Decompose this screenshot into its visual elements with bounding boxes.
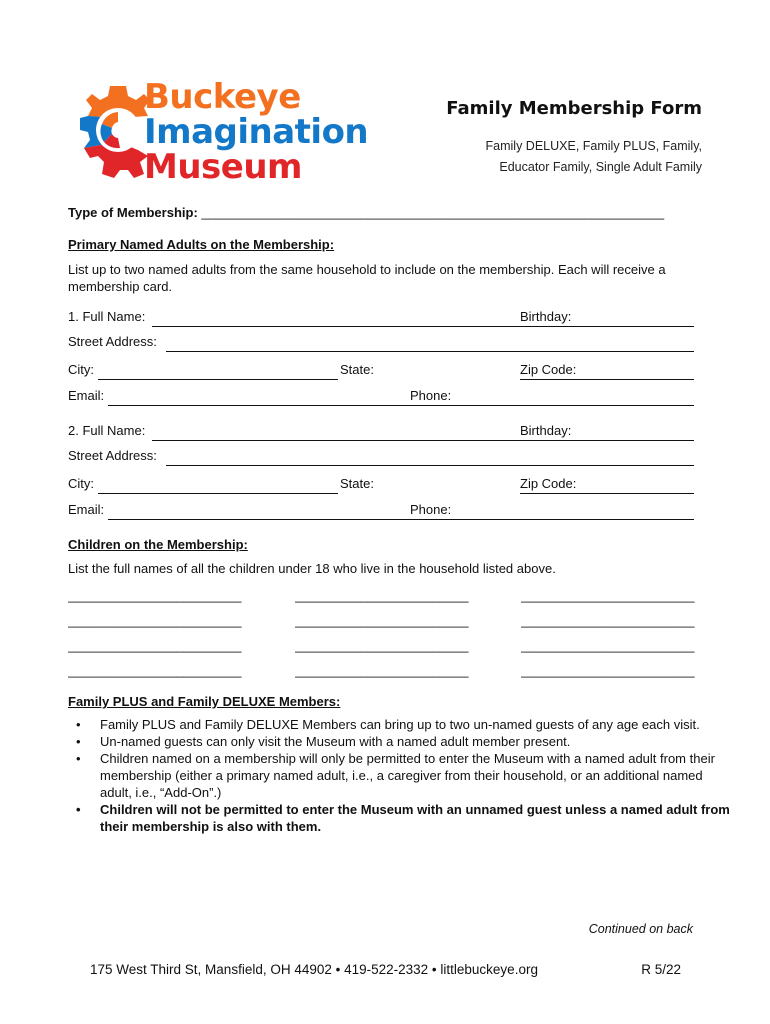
subtitle-line-1: Family DELUXE, Family PLUS, Family, <box>485 139 702 153</box>
adult-2-zip-field[interactable] <box>520 493 694 494</box>
adult-2-city-label: City: <box>68 476 94 491</box>
adult-2-state-label: State: <box>340 476 374 491</box>
membership-type-blank[interactable]: ________________________________________________________________ <box>201 205 665 220</box>
adult-1-street-row <box>68 334 698 352</box>
plus-deluxe-rules <box>68 716 732 835</box>
adult-1-email-field[interactable] <box>108 405 694 406</box>
child-name-field[interactable]: ________________________ <box>295 613 469 628</box>
adult-2-street-row <box>68 448 698 466</box>
adult-2-birthday-label: Birthday: <box>520 423 572 438</box>
adult-1-city-field[interactable] <box>98 379 338 380</box>
primary-adults-intro: List up to two named adults from the same household to include on the membership. Each will receive a membership card. <box>68 262 666 294</box>
membership-type-field[interactable] <box>68 205 698 220</box>
child-name-field[interactable]: ________________________ <box>295 663 469 678</box>
children-heading: Children on the Membership: <box>68 537 248 552</box>
adult-1-name-label: 1. Full Name: <box>68 309 146 324</box>
adult-1-birthday-label: Birthday: <box>520 309 572 324</box>
continued-note: Continued on back <box>588 922 693 936</box>
adult-2-name-label: 2. Full Name: <box>68 423 146 438</box>
child-name-field[interactable]: ________________________ <box>68 588 242 603</box>
logo-line-buckeye: Buckeye <box>144 77 301 117</box>
adult-1-birthday-field[interactable] <box>520 326 694 327</box>
logo-line-museum: Museum <box>144 147 302 187</box>
child-name-field[interactable]: ________________________ <box>68 613 242 628</box>
rule-item-emphasis: • Children will not be permitted to enter the Museum with an unnamed guest unless a named adult from their membership is also with them. <box>100 801 732 835</box>
adult-2-city-field[interactable] <box>98 493 338 494</box>
adult-2-birthday-field[interactable] <box>520 440 694 441</box>
adult-2-name-row <box>68 423 698 441</box>
adult-1-name-field[interactable] <box>152 326 520 327</box>
adult-1-zip-field[interactable] <box>520 379 694 380</box>
rule-item: • Family PLUS and Family DELUXE Members can bring up to two un-named guests of any age each visit. <box>100 716 732 733</box>
revision-label: R 5/22 <box>641 962 681 977</box>
logo-line-imagination: Imagination <box>144 112 369 152</box>
subtitle-line-2: Educator Family, Single Adult Family <box>499 160 702 174</box>
adult-1-state-label: State: <box>340 362 374 377</box>
museum-logo <box>78 78 378 193</box>
child-name-field[interactable]: ________________________ <box>521 663 695 678</box>
adult-1-email-row <box>68 388 698 406</box>
adult-1-city-row <box>68 362 698 380</box>
adult-2-email-label: Email: <box>68 502 105 517</box>
primary-adults-heading: Primary Named Adults on the Membership: <box>68 237 335 252</box>
adult-1-zip-label: Zip Code: <box>520 362 577 377</box>
child-name-field[interactable]: ________________________ <box>295 588 469 603</box>
child-name-field[interactable]: ________________________ <box>68 663 242 678</box>
adult-2-city-row <box>68 476 698 494</box>
adult-2-email-field[interactable] <box>108 519 694 520</box>
child-name-field[interactable]: ________________________ <box>521 613 695 628</box>
form-title: Family Membership Form <box>446 98 702 119</box>
adult-2-email-row <box>68 502 698 520</box>
plus-deluxe-heading: Family PLUS and Family DELUXE Members: <box>68 694 341 709</box>
adult-2-street-field[interactable] <box>166 465 694 466</box>
rule-item: • Children named on a membership will only be permitted to enter the Museum with a named adult from their membership (either a primary named adult, i.e., a caregiver from their household, or an additional named adult, i.e., “Add-On”.) <box>100 750 732 801</box>
child-name-field[interactable]: ________________________ <box>295 638 469 653</box>
children-intro: List the full names of all the children under 18 who live in the household listed above. <box>68 561 556 576</box>
adult-1-phone-label: Phone: <box>410 388 452 403</box>
membership-type-label: Type of Membership: <box>68 205 202 220</box>
adult-1-city-label: City: <box>68 362 94 377</box>
adult-1-email-label: Email: <box>68 388 105 403</box>
adult-1-street-label: Street Address: <box>68 334 157 349</box>
adult-2-phone-label: Phone: <box>410 502 452 517</box>
form-subtitle <box>486 136 702 178</box>
adult-1-street-field[interactable] <box>166 351 694 352</box>
adult-2-zip-label: Zip Code: <box>520 476 577 491</box>
footer-address: 175 West Third St, Mansfield, OH 44902 • 419-522-2332 • littlebuckeye.org <box>90 962 538 977</box>
adult-2-street-label: Street Address: <box>68 448 157 463</box>
adult-2-name-field[interactable] <box>152 440 520 441</box>
rule-item: • Un-named guests can only visit the Museum with a named adult member present. <box>100 733 732 750</box>
adult-1-name-row <box>68 309 698 327</box>
child-name-field[interactable]: ________________________ <box>521 588 695 603</box>
child-name-field[interactable]: ________________________ <box>521 638 695 653</box>
child-name-field[interactable]: ________________________ <box>68 638 242 653</box>
